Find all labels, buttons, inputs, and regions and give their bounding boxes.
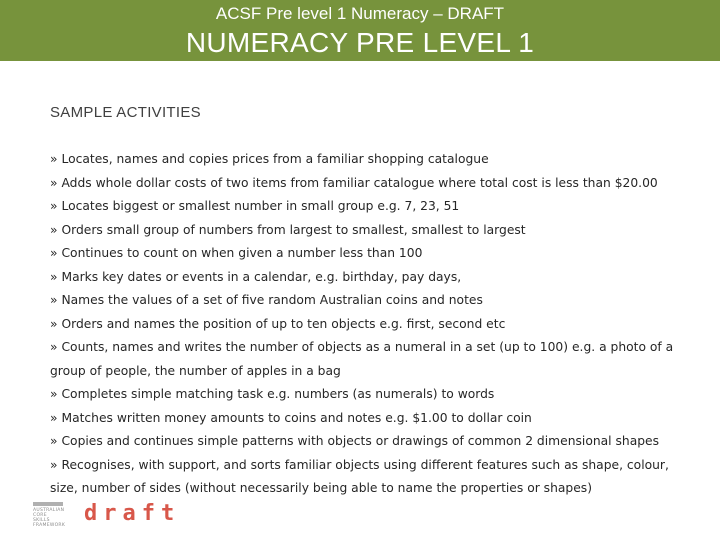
activity-item <box>50 336 700 383</box>
bullet-icon: » <box>50 340 58 354</box>
activity-text: Locates biggest or smallest number in small group e.g. 7, 23, 51 <box>61 199 460 213</box>
bullet-icon: » <box>50 269 58 284</box>
draft-watermark: draft <box>84 501 181 526</box>
activity-text: Matches written money amounts to coins and notes e.g. $1.00 to dollar coin <box>61 410 532 425</box>
bullet-icon: » <box>50 246 58 260</box>
activity-item <box>50 172 700 196</box>
activity-item <box>50 266 700 290</box>
activity-text: Recognises, with support, and sorts familiar objects using different features such as shape, colour, size, number of sides (without necessarily being able to name the properties or shapes) <box>50 457 669 495</box>
title-banner <box>0 0 720 61</box>
activity-item <box>50 383 700 407</box>
logo-text-line: AUSTRALIAN <box>33 508 65 513</box>
activity-text: Copies and continues simple patterns with objects or drawings of common 2 dimensional shapes <box>61 434 660 448</box>
activity-item <box>50 407 700 431</box>
logo-bar <box>33 502 63 506</box>
bullet-icon: » <box>50 199 58 213</box>
section-heading: SAMPLE ACTIVITIES <box>50 104 201 121</box>
activity-text: Orders and names the position of up to ten objects e.g. first, second etc <box>61 316 506 331</box>
activity-text: Locates, names and copies prices from a familiar shopping catalogue <box>61 152 489 166</box>
activity-list <box>50 148 700 501</box>
activity-text: Names the values of a set of five random Australian coins and notes <box>61 293 483 307</box>
acsf-logo <box>33 502 75 536</box>
activity-text: Adds whole dollar costs of two items from familiar catalogue where total cost is less than $20.00 <box>61 175 658 190</box>
activity-item <box>50 313 700 337</box>
bullet-icon: » <box>50 175 58 190</box>
activity-text: Orders small group of numbers from largest to smallest, smallest to largest <box>61 222 526 237</box>
activity-item <box>50 195 700 219</box>
document-subtitle: ACSF Pre level 1 Numeracy – DRAFT <box>215 4 505 23</box>
logo-text-line: FRAMEWORK <box>33 523 66 528</box>
bullet-icon: » <box>50 387 58 401</box>
bullet-icon: » <box>50 316 58 331</box>
bullet-icon: » <box>50 293 58 307</box>
activity-text: Counts, names and writes the number of objects as a numeral in a set (up to 100) e.g. a photo of a group of people, the number of apples in a bag <box>50 340 674 378</box>
page-title: NUMERACY PRE LEVEL 1 <box>185 27 535 58</box>
activity-item <box>50 289 700 313</box>
activity-item <box>50 242 700 266</box>
logo-text-line: CORE <box>33 513 47 518</box>
activity-text: Continues to count on when given a number less than 100 <box>61 246 423 260</box>
activity-text: Marks key dates or events in a calendar, e.g. birthday, pay days, <box>61 269 462 284</box>
bullet-icon: » <box>50 152 58 166</box>
activity-item <box>50 219 700 243</box>
activity-item <box>50 148 700 172</box>
bullet-icon: » <box>50 222 58 237</box>
activity-item <box>50 430 700 454</box>
bullet-icon: » <box>50 457 58 472</box>
bullet-icon: » <box>50 434 58 448</box>
bullet-icon: » <box>50 410 58 425</box>
activity-text: Completes simple matching task e.g. numbers (as numerals) to words <box>61 387 495 401</box>
logo-text-line: SKILLS <box>33 518 50 523</box>
activity-item <box>50 454 700 501</box>
